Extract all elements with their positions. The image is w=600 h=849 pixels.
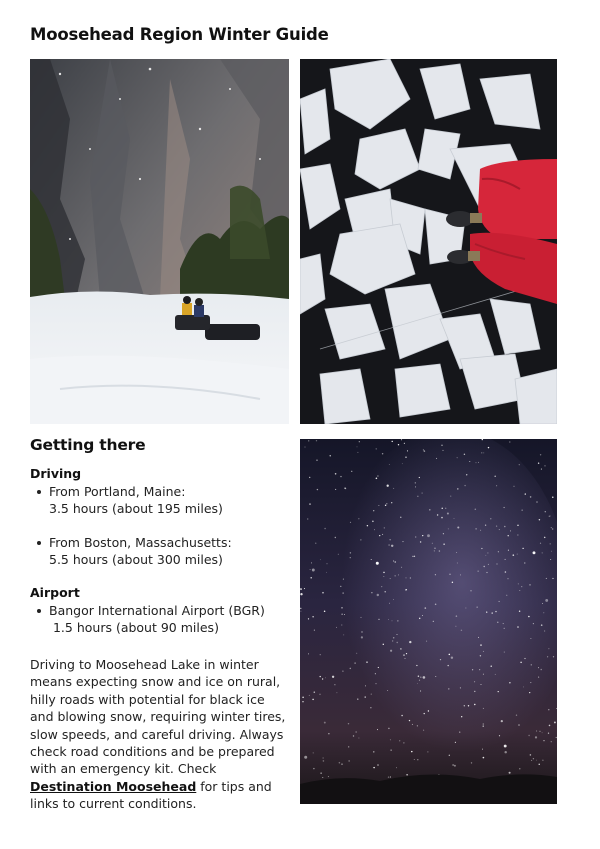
airport-heading: Airport [30, 585, 80, 600]
section-heading: Getting there [30, 436, 146, 454]
list-item [30, 534, 292, 568]
destination-moosehead-link[interactable]: Destination Moosehead [30, 778, 197, 794]
getting-there-section [30, 436, 292, 813]
list-item-duration: 3.5 hours (about 195 miles) [49, 501, 223, 516]
list-item [30, 602, 292, 636]
snowmobile-cliff-photo [30, 59, 289, 424]
airport-list [30, 602, 292, 636]
paragraph-text-end: for tips and links to current conditions. [30, 778, 272, 812]
ice-red-pants-photo [300, 59, 557, 424]
paragraph-text: Driving to Moosehead Lake in winter means expecting snow and ice on rural, hilly roads with potential for black ice and blowing snow, requiring winter tires, slow speeds, and careful driving. Always check road conditions and be prepared with an emergency kit. Check [30, 657, 286, 777]
list-item [30, 483, 292, 517]
driving-heading: Driving [30, 466, 82, 481]
page-title: Moosehead Region Winter Guide [30, 25, 329, 44]
list-item-duration: 5.5 hours (about 300 miles) [49, 552, 223, 567]
list-item-origin: Bangor International Airport (BGR) [49, 603, 265, 618]
list-item-origin: From Portland, Maine: [49, 484, 186, 499]
driving-list [30, 483, 292, 568]
starry-sky-photo [300, 439, 557, 804]
list-item-origin: From Boston, Massachusetts: [49, 535, 232, 550]
driving-advice-paragraph [30, 656, 292, 813]
list-item-duration: 1.5 hours (about 90 miles) [49, 620, 219, 635]
